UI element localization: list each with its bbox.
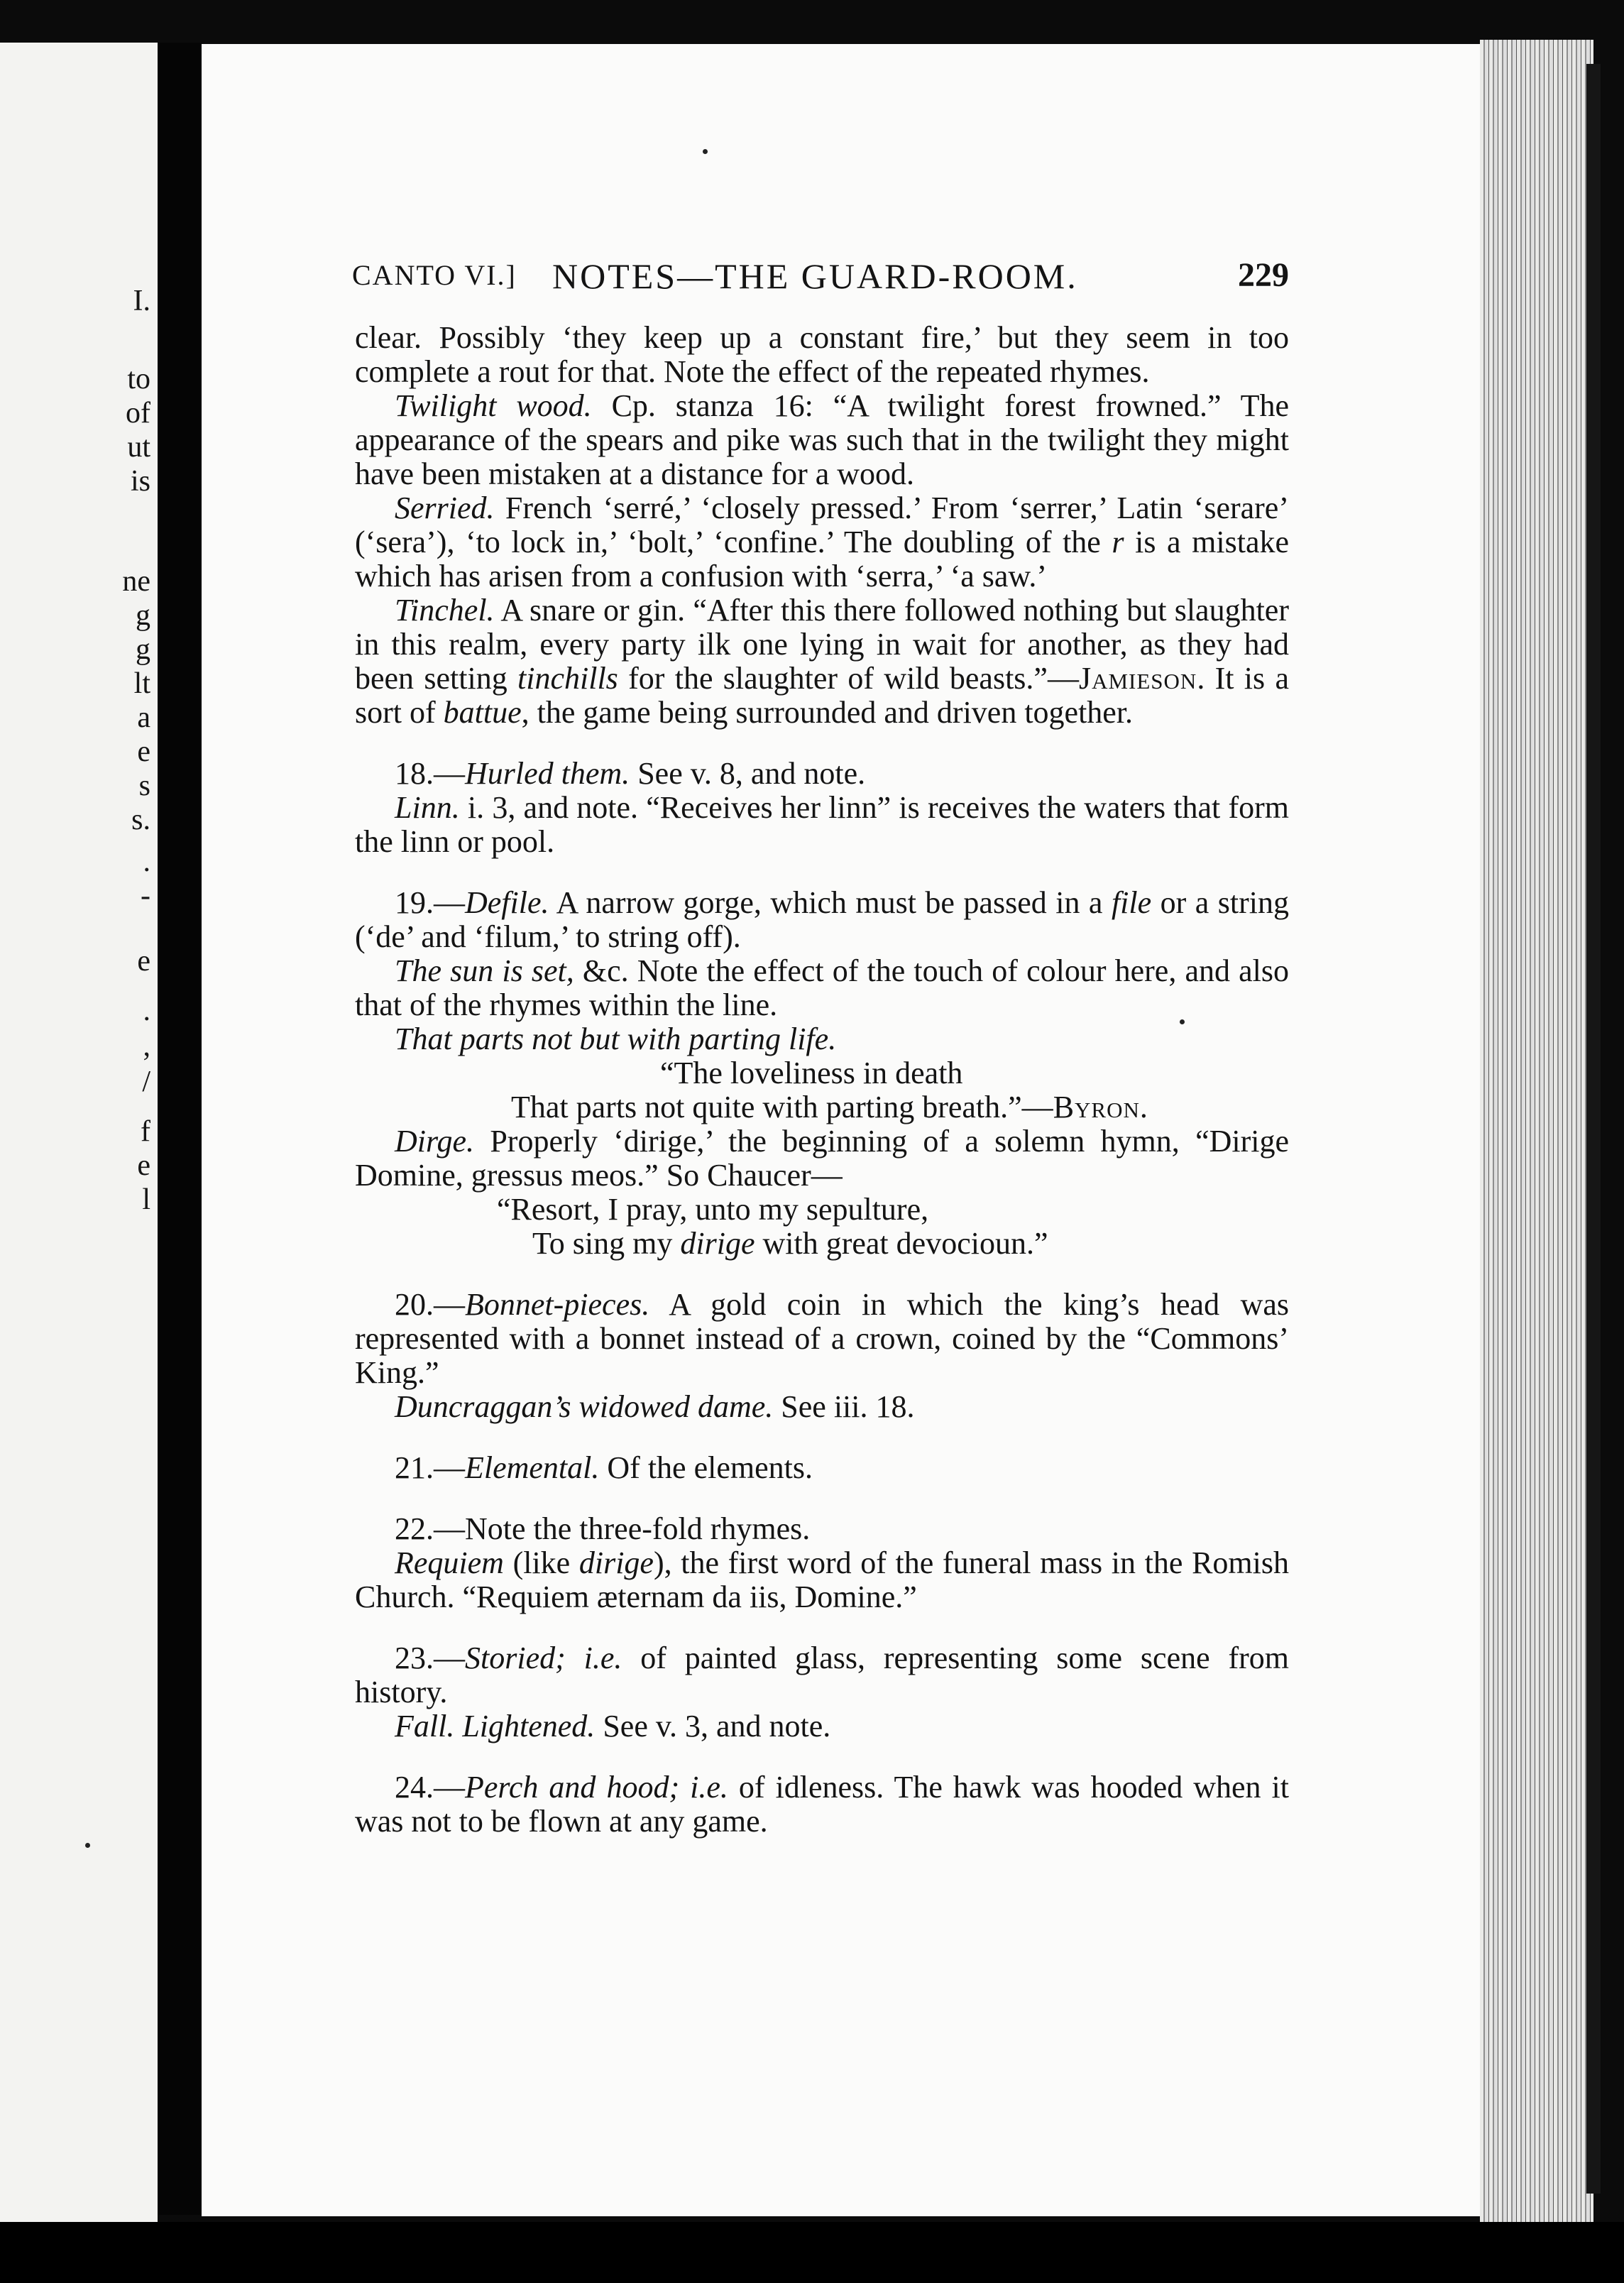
left-fragment: s. — [131, 804, 150, 836]
running-header — [352, 256, 1289, 298]
note-term: Linn. — [395, 790, 460, 825]
quotation-line — [355, 1090, 1289, 1124]
note-term: Defile. — [465, 885, 549, 920]
left-fragment: / — [142, 1066, 150, 1098]
note-term: Perch and hood; i.e. — [465, 1770, 728, 1805]
left-fragment: e — [137, 945, 150, 978]
note-term: Hurled them. — [465, 756, 630, 791]
left-fragment: g — [136, 633, 150, 666]
note-text: &c. Note the effect of the touch of colour here, and also that of the rhymes within the line. — [355, 953, 1289, 1022]
note-emphasis: r — [1112, 525, 1124, 559]
note-term: Tinchel. — [395, 593, 495, 628]
note-text: A snare or gin. “After this there followed nothing but slaughter in this realm, every party ilk one lying in wait for another, as they had been setting — [355, 593, 1289, 696]
note-paragraph — [355, 1124, 1289, 1193]
speck — [85, 1843, 90, 1848]
left-fragment: is — [130, 465, 150, 498]
book-gutter — [158, 43, 202, 2215]
note-term: Twilight wood. — [395, 388, 592, 423]
note-emphasis: tinchills — [517, 661, 618, 696]
left-fragment: . — [143, 845, 150, 878]
note-term: Bonnet-pieces. — [465, 1287, 650, 1322]
note-term: Elemental. — [465, 1450, 600, 1485]
note-paragraph — [355, 321, 1289, 389]
left-fragment: ne — [122, 565, 150, 598]
note-text: is a mistake which has arisen from a confusion with ‘serra,’ ‘a saw.’ — [355, 525, 1289, 593]
quotation-text: . — [1139, 1090, 1148, 1124]
note-number: 18.— — [395, 756, 465, 791]
notes-body — [355, 321, 1289, 1839]
left-fragment: ut — [127, 431, 150, 464]
author-name: Byron — [1053, 1090, 1140, 1124]
note-text: for the slaughter of wild beasts.”— — [618, 661, 1079, 696]
note-text: A gold coin in which the king’s head was represented with a bonnet instead of a crown, coined by the “Commons’ King.” — [355, 1287, 1289, 1390]
left-fragment: of — [126, 397, 150, 429]
note-paragraph — [355, 791, 1289, 859]
note-text: French ‘serré,’ ‘closely pressed.’ From ‘serrer,’ Latin ‘serare’ (‘sera’), ‘to lock in,’ ‘bolt,’ ‘confine.’ The doubling of the — [355, 491, 1289, 559]
note-paragraph — [355, 1709, 1289, 1743]
note-term: Fall. Lightened. — [395, 1709, 596, 1743]
note-paragraph — [355, 1451, 1289, 1485]
note-number: 22.— — [395, 1511, 465, 1546]
quotation-text: To sing my — [532, 1226, 681, 1261]
note-text: clear. Possibly ‘they keep up a constant fire,’ but they seem in too complete a rout for that. Note the effect of the repeated rhymes. — [355, 320, 1289, 389]
note-text: ), the first word of the funeral mass in the Romish Church. “Requiem æternam da iis, Domine.” — [355, 1545, 1289, 1614]
note-term: Storied; i.e. — [465, 1641, 622, 1675]
left-fragment: e — [137, 735, 150, 768]
note-text: of painted glass, representing some scene from history. — [355, 1641, 1289, 1709]
left-fragment: l — [142, 1183, 150, 1216]
left-fragment: a — [137, 701, 150, 734]
note-paragraph — [355, 757, 1289, 791]
page-number: 229 — [1238, 256, 1289, 294]
left-fragment: . — [143, 995, 150, 1027]
left-page-fragments — [0, 284, 158, 1278]
note-term: Serried. — [395, 491, 495, 525]
note-paragraph — [355, 1641, 1289, 1709]
note-number: 24.— — [395, 1770, 465, 1805]
note-term: The sun is set, — [395, 953, 574, 988]
note-text: See v. 3, and note. — [595, 1709, 831, 1743]
book-cover-edge — [1586, 64, 1601, 2194]
note-number: 21.— — [395, 1450, 465, 1485]
note-text: (like — [503, 1545, 579, 1580]
note-term: That parts not but with parting life. — [395, 1022, 837, 1056]
note-term: Duncraggan’s widowed dame. — [395, 1389, 774, 1424]
note-paragraph — [355, 1022, 1289, 1056]
quotation-line — [355, 1056, 1289, 1090]
note-text: Of the elements. — [599, 1450, 813, 1485]
note-number: 23.— — [395, 1641, 465, 1675]
note-term: Dirge. — [395, 1124, 475, 1159]
note-text: Cp. stanza 16: “A twilight forest frowned.” The appearance of the spears and pike was such that in the twilight they might have been mistaken at a distance for a wood. — [355, 388, 1289, 491]
quotation-text: with great devocioun.” — [755, 1226, 1048, 1261]
note-number: 20.— — [395, 1287, 465, 1322]
note-text: Properly ‘dirige,’ the beginning of a solemn hymn, “Dirige Domine, gressus meos.” So Chaucer— — [355, 1124, 1289, 1193]
note-paragraph — [355, 1546, 1289, 1614]
author-name: Jamieson — [1078, 661, 1197, 696]
left-fragment: , — [143, 1030, 150, 1063]
page-edges — [1480, 40, 1593, 2226]
note-paragraph — [355, 954, 1289, 1022]
note-paragraph — [355, 593, 1289, 730]
left-fragment: e — [137, 1149, 150, 1182]
note-emphasis: dirige — [680, 1226, 755, 1261]
left-fragment: - — [141, 880, 150, 912]
left-fragment: g — [136, 599, 150, 632]
note-paragraph — [355, 1512, 1289, 1546]
bottom-shadow — [0, 2222, 1624, 2283]
note-text: A narrow gorge, which must be passed in a — [549, 885, 1112, 920]
note-text: of idleness. The hawk was hooded when it was not to be flown at any game. — [355, 1770, 1289, 1839]
note-paragraph — [355, 1288, 1289, 1390]
note-text: or a string (‘de’ and ‘filum,’ to string off). — [355, 885, 1290, 954]
canto-label: CANTO VI.] — [352, 259, 517, 291]
note-paragraph — [355, 1390, 1289, 1424]
note-paragraph — [355, 491, 1289, 593]
speck — [703, 149, 708, 154]
left-fragment: lt — [133, 667, 150, 700]
left-fragment: I. — [133, 285, 150, 317]
quotation-line — [355, 1193, 1289, 1227]
note-term: Requiem — [395, 1545, 504, 1580]
left-fragment: f — [141, 1115, 150, 1148]
note-text: , the game being surrounded and driven together. — [521, 695, 1134, 730]
note-emphasis: file — [1111, 885, 1152, 920]
note-emphasis: battue — [443, 695, 522, 730]
note-text: i. 3, and note. “Receives her linn” is receives the waters that form the linn or pool. — [355, 790, 1289, 859]
quotation-line — [355, 1227, 1289, 1261]
note-emphasis: dirige — [578, 1545, 654, 1580]
quotation-text: “The loveliness in death — [660, 1056, 963, 1090]
left-fragment: s — [138, 770, 150, 802]
header-title: NOTES—THE GUARD-ROOM. — [552, 256, 1078, 296]
note-paragraph — [355, 1770, 1289, 1839]
note-text: See v. 8, and note. — [630, 756, 866, 791]
note-paragraph — [355, 886, 1289, 954]
left-fragment: to — [127, 363, 150, 395]
note-text: Note the three-fold rhymes. — [465, 1511, 811, 1546]
note-paragraph — [355, 389, 1289, 491]
note-text: . It is a sort of — [355, 661, 1289, 730]
quotation-text: That parts not quite with parting breath.”— — [511, 1090, 1053, 1124]
note-number: 19.— — [395, 885, 465, 920]
note-text: See iii. 18. — [773, 1389, 915, 1424]
quotation-text: “Resort, I pray, unto my sepulture, — [497, 1192, 929, 1227]
